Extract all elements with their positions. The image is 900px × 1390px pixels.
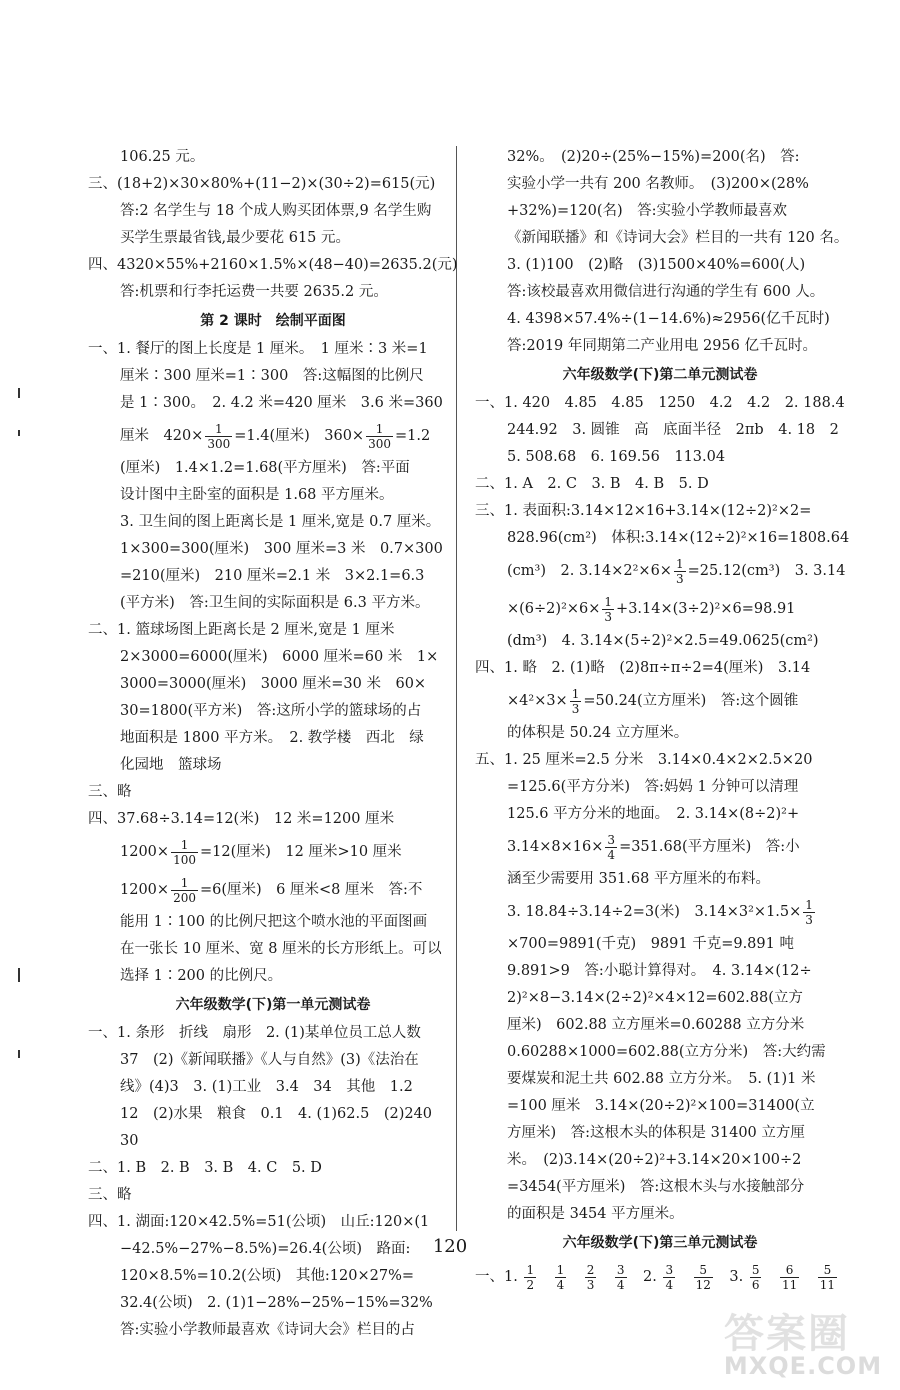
numerator: 1 <box>171 838 198 853</box>
denominator: 2 <box>526 1277 535 1292</box>
watermark-glyphs: 答案圈 <box>724 1311 850 1357</box>
answer-line: 120×8.5%=10.2(公顷) 其他:120×27%= <box>120 1268 414 1284</box>
answer-line: 3. (1)100 (2)略 (3)1500×40%=600(人) <box>507 257 806 273</box>
answer-line: 厘米) 602.88 立方厘米=0.60288 立方分米 <box>507 1017 805 1033</box>
denominator: 3 <box>675 571 684 586</box>
answer-line: 0.60288×1000=602.88(立方分米) 答:大约需 <box>507 1044 826 1060</box>
answer-line: 在一张长 10 厘米、宽 8 厘米的长方形纸上。可以 <box>120 941 442 957</box>
watermark-text: MXQE.COM <box>723 1352 883 1380</box>
numerator: 5 <box>751 1262 760 1277</box>
answer-line: 五、1. 25 厘米=2.5 分米 3.14×0.4×2×2.5×20 <box>475 752 813 768</box>
denominator: 11 <box>819 1277 836 1292</box>
answer-line: 3. 卫生间的图上距离长是 1 厘米,宽是 0.7 厘米。 <box>120 514 441 530</box>
fraction <box>585 1263 597 1292</box>
numerator: 1 <box>556 1262 565 1277</box>
answer-line: 的体积是 50.24 立方厘米。 <box>507 725 689 741</box>
denominator: 4 <box>607 847 616 862</box>
answer-line: 37 (2)《新闻联播》《人与自然》(3)《法治在 <box>120 1052 419 1068</box>
answer-line: ×700=9891(千克) 9891 千克=9.891 吨 <box>507 936 794 952</box>
text-run <box>538 1269 553 1285</box>
fraction <box>780 1263 799 1292</box>
denominator: 4 <box>665 1277 674 1292</box>
answer-line: 3000=3000(厘米) 3000 厘米=30 米 60× <box>120 676 427 692</box>
answer-line: 答:2019 年同期第二产业用电 2956 亿千瓦时。 <box>507 338 818 354</box>
answer-line: 一、1. 420 4.85 4.85 1250 4.2 4.2 2. 188.4 <box>475 395 845 411</box>
fraction <box>750 1263 762 1292</box>
answer-line <box>475 590 845 628</box>
answer-line: 《新闻联播》和《诗词大会》栏目的一共有 120 名。 <box>507 230 849 246</box>
answer-line: 2×3000=6000(厘米) 6000 厘米=60 米 1× <box>120 649 439 665</box>
answer-line: 30=1800(平方米) 答:这所小学的篮球场的占 <box>120 703 422 719</box>
text-run: 1200× <box>120 844 170 860</box>
text-run <box>763 1269 778 1285</box>
fraction <box>524 1263 536 1292</box>
answer-line: 32%。 (2)20÷(25%−15%)=200(名) 答: <box>507 149 800 165</box>
section-heading: 六年级数学(下)第二单元测试卷 <box>562 367 758 383</box>
numerator: 2 <box>586 1262 595 1277</box>
answer-line: 的面积是 3454 平方厘米。 <box>507 1206 684 1222</box>
text-run <box>677 1269 692 1285</box>
right-column <box>475 144 850 1296</box>
fraction <box>570 687 582 716</box>
answer-line: =125.6(平方分米) 答:妈妈 1 分钟可以清理 <box>507 779 799 795</box>
answer-line: (平方米) 答:卫生间的实际面积是 6.3 平方米。 <box>120 595 430 611</box>
answer-line: 二、1. A 2. C 3. B 4. B 5. D <box>475 476 709 492</box>
numerator: 1 <box>571 686 580 701</box>
answer-line: 2)²×8−3.14×(2÷2)²×4×12=602.88(立方 <box>507 990 803 1006</box>
answer-line: 选择 1∶200 的比例尺。 <box>120 968 283 984</box>
answer-line: 四、4320×55%+2160×1.5%×(48−40)=2635.2(元) <box>88 257 458 273</box>
answer-line: 答:该校最喜欢用微信进行沟通的学生有 600 人。 <box>507 284 825 300</box>
fraction <box>555 1263 567 1292</box>
answer-line: 一、1. 餐厅的图上长度是 1 厘米。 1 厘米∶3 米=1 <box>88 341 428 357</box>
text-run: 一、1. <box>475 1269 523 1285</box>
text-run: =6(厘米) 6 厘米<8 厘米 答:不 <box>199 882 423 898</box>
binding-mark <box>18 968 20 982</box>
denominator: 12 <box>695 1277 711 1292</box>
answer-line: 实验小学一共有 200 名教师。 (3)200×(28% <box>507 176 809 192</box>
fraction <box>366 422 393 451</box>
text-run: 2. <box>628 1269 662 1285</box>
answer-line: 二、1. 篮球场图上距离长是 2 厘米,宽是 1 厘米 <box>88 622 395 638</box>
answer-line: 是 1∶300。 2. 4.2 米=420 厘米 3.6 米=360 <box>120 395 443 411</box>
answer-line: 答:实验小学教师最喜欢《诗词大会》栏目的占 <box>120 1322 415 1338</box>
answer-line: 12 (2)水果 粮食 0.1 4. (1)62.5 (2)240 <box>120 1106 433 1122</box>
numerator: 3 <box>665 1262 674 1277</box>
fraction <box>602 595 614 624</box>
fraction <box>694 1263 713 1292</box>
text-run: 厘米 420× <box>120 428 204 444</box>
binding-mark <box>18 430 20 436</box>
denominator: 4 <box>556 1277 565 1292</box>
numerator: 5 <box>818 1263 837 1278</box>
page-number: 120 <box>432 1236 468 1257</box>
fraction <box>674 557 686 586</box>
text-run: =25.12(cm³) 3. 3.14 <box>687 563 846 579</box>
fraction <box>171 876 198 905</box>
answer-line: =210(厘米) 210 厘米=2.1 米 3×2.1=6.3 <box>120 568 425 584</box>
answer-line: 买学生票最省钱,最少要花 615 元。 <box>120 230 351 246</box>
fraction <box>803 898 815 927</box>
answer-line: 三、略 <box>88 784 132 800</box>
answer-line: 32.4(公顷) 2. (1)1−28%−25%−15%=32% <box>120 1295 433 1311</box>
answer-line: 能用 1∶100 的比例尺把这个喷水池的平面图画 <box>120 914 428 930</box>
answer-line: 30 <box>120 1133 139 1149</box>
text-run: ×(6÷2)²×6× <box>507 601 601 617</box>
left-column <box>88 144 458 1344</box>
answer-line: 化园地 篮球场 <box>120 757 222 773</box>
answer-line: 二、1. B 2. B 3. B 4. C 5. D <box>88 1160 322 1176</box>
numerator: 1 <box>805 897 813 912</box>
answer-line <box>475 1258 845 1296</box>
text-run <box>801 1269 816 1285</box>
fraction <box>605 833 617 862</box>
binding-mark <box>18 1050 20 1058</box>
answer-line: 三、1. 表面积:3.14×12×16+3.14×(12÷2)²×2= <box>475 503 812 519</box>
answer-line: 设计图中主卧室的面积是 1.68 平方厘米。 <box>120 487 394 503</box>
answer-line: =100 厘米 3.14×(20÷2)²×100=31400(立 <box>507 1098 815 1114</box>
text-run: =1.4(厘米) 360× <box>234 428 365 444</box>
section-heading: 第 2 课时 绘制平面图 <box>200 313 346 329</box>
denominator: 300 <box>368 436 391 451</box>
numerator: 1 <box>604 594 613 609</box>
answer-line: 4. 4398×57.4%÷(1−14.6%)≈2956(亿千瓦时) <box>507 311 830 327</box>
answer-line: 244.92 3. 圆锥 高 底面半径 2πb 4. 18 2 <box>507 422 839 438</box>
answer-line: −42.5%−27%−8.5%)=26.4(公顷) 路面: <box>120 1241 411 1257</box>
text-run: 3.14×8×16× <box>507 839 604 855</box>
fraction <box>818 1263 837 1292</box>
text-run: =50.24(立方厘米) 答:这个圆锥 <box>583 693 799 709</box>
numerator: 5 <box>694 1263 713 1278</box>
answer-line: +32%)=120(名) 答:实验小学教师最喜欢 <box>507 203 788 219</box>
answer-line: 828.96(cm²) 体积:3.14×(12÷2)²×16=1808.64 <box>507 530 850 546</box>
numerator: 1 <box>171 876 198 891</box>
denominator: 3 <box>604 609 613 624</box>
denominator: 100 <box>173 852 196 867</box>
answer-line: =3454(平方厘米) 答:这根木头与水接触部分 <box>507 1179 805 1195</box>
fraction <box>663 1263 675 1292</box>
answer-line: 106.25 元。 <box>120 149 205 165</box>
numerator: 1 <box>675 556 684 571</box>
answer-line <box>475 828 845 866</box>
watermark-logo <box>718 1298 888 1384</box>
text-run <box>568 1269 583 1285</box>
fraction <box>171 838 198 867</box>
numerator: 3 <box>607 832 616 847</box>
answer-line <box>475 682 845 720</box>
text-run: +3.14×(3÷2)²×6=98.91 <box>616 601 796 617</box>
fraction <box>205 422 232 451</box>
answer-line: 米。 (2)3.14×(20÷2)²+3.14×20×100÷2 <box>507 1152 802 1168</box>
answer-line: 四、1. 湖面:120×42.5%=51(公顷) 山丘:120×(1 <box>88 1214 430 1230</box>
answer-line <box>475 893 845 931</box>
answer-line: 一、1. 条形 折线 扇形 2. (1)某单位员工总人数 <box>88 1025 421 1041</box>
answer-line: 方厘米) 答:这根木头的体积是 31400 立方厘 <box>507 1125 805 1141</box>
answer-line: 三、略 <box>88 1187 132 1203</box>
answer-line: 地面积是 1800 平方米。 2. 教学楼 西北 绿 <box>120 730 424 746</box>
text-run: 3. <box>714 1269 748 1285</box>
answer-line: 5. 508.68 6. 169.56 113.04 <box>507 449 726 465</box>
answer-line <box>88 833 458 871</box>
numerator: 1 <box>366 422 393 437</box>
text-run: =1.2 <box>395 428 431 444</box>
denominator: 3 <box>586 1277 595 1292</box>
answer-line: 三、(18+2)×30×80%+(11−2)×(30÷2)=615(元) <box>88 176 436 192</box>
answer-line: 9.891>9 答:小聪计算得对。 4. 3.14×(12÷ <box>507 963 812 979</box>
answer-line: 涵至少需要用 351.68 平方厘米的布料。 <box>507 871 770 887</box>
text-run: ×4²×3× <box>507 693 568 709</box>
section-heading: 六年级数学(下)第三单元测试卷 <box>562 1235 758 1251</box>
answer-line <box>88 871 458 909</box>
answer-line: 答:机票和行李托运费一共要 2635.2 元。 <box>120 284 388 300</box>
numerator: 1 <box>205 422 232 437</box>
answer-line: 线》(4)3 3. (1)工业 3.4 34 其他 1.2 <box>120 1079 413 1095</box>
answer-line: 1×300=300(厘米) 300 厘米=3 米 0.7×300 <box>120 541 443 557</box>
numerator: 6 <box>780 1263 799 1278</box>
denominator: 6 <box>751 1277 760 1292</box>
text-run: =351.68(平方厘米) 答:小 <box>619 839 800 855</box>
answer-line: 125.6 平方分米的地面。 2. 3.14×(8÷2)²+ <box>507 806 800 822</box>
numerator: 3 <box>616 1262 625 1277</box>
denominator: 3 <box>805 912 813 927</box>
section-heading: 六年级数学(下)第一单元测试卷 <box>175 997 371 1013</box>
answer-line <box>88 417 458 455</box>
answer-line: 答:2 名学生与 18 个成人购买团体票,9 名学生购 <box>120 203 432 219</box>
answer-line <box>475 552 845 590</box>
answer-line: 要煤炭和泥土共 602.88 立方分米。 5. (1)1 米 <box>507 1071 816 1087</box>
numerator: 1 <box>526 1262 535 1277</box>
text-run: 1200× <box>120 882 170 898</box>
denominator: 3 <box>571 701 580 716</box>
binding-mark <box>18 388 20 398</box>
answer-line: 厘米∶300 厘米=1∶300 答:这幅图的比例尺 <box>120 368 424 384</box>
answer-line: 四、1. 略 2. (1)略 (2)8π÷π÷2=4(厘米) 3.14 <box>475 660 811 676</box>
denominator: 11 <box>781 1277 798 1292</box>
answer-line: (厘米) 1.4×1.2=1.68(平方厘米) 答:平面 <box>120 460 410 476</box>
denominator: 200 <box>173 890 196 905</box>
text-run: 3. 18.84÷3.14÷2=3(米) 3.14×3²×1.5× <box>507 904 802 920</box>
fraction <box>615 1263 627 1292</box>
answer-line: (dm³) 4. 3.14×(5÷2)²×2.5=49.0625(cm²) <box>507 633 819 649</box>
answer-line: 四、37.68÷3.14=12(米) 12 米=1200 厘米 <box>88 811 395 827</box>
denominator: 4 <box>616 1277 625 1292</box>
text-run: (cm³) 2. 3.14×2²×6× <box>507 563 672 579</box>
text-run: =12(厘米) 12 厘米>10 厘米 <box>199 844 402 860</box>
denominator: 300 <box>207 436 231 451</box>
text-run <box>598 1269 613 1285</box>
